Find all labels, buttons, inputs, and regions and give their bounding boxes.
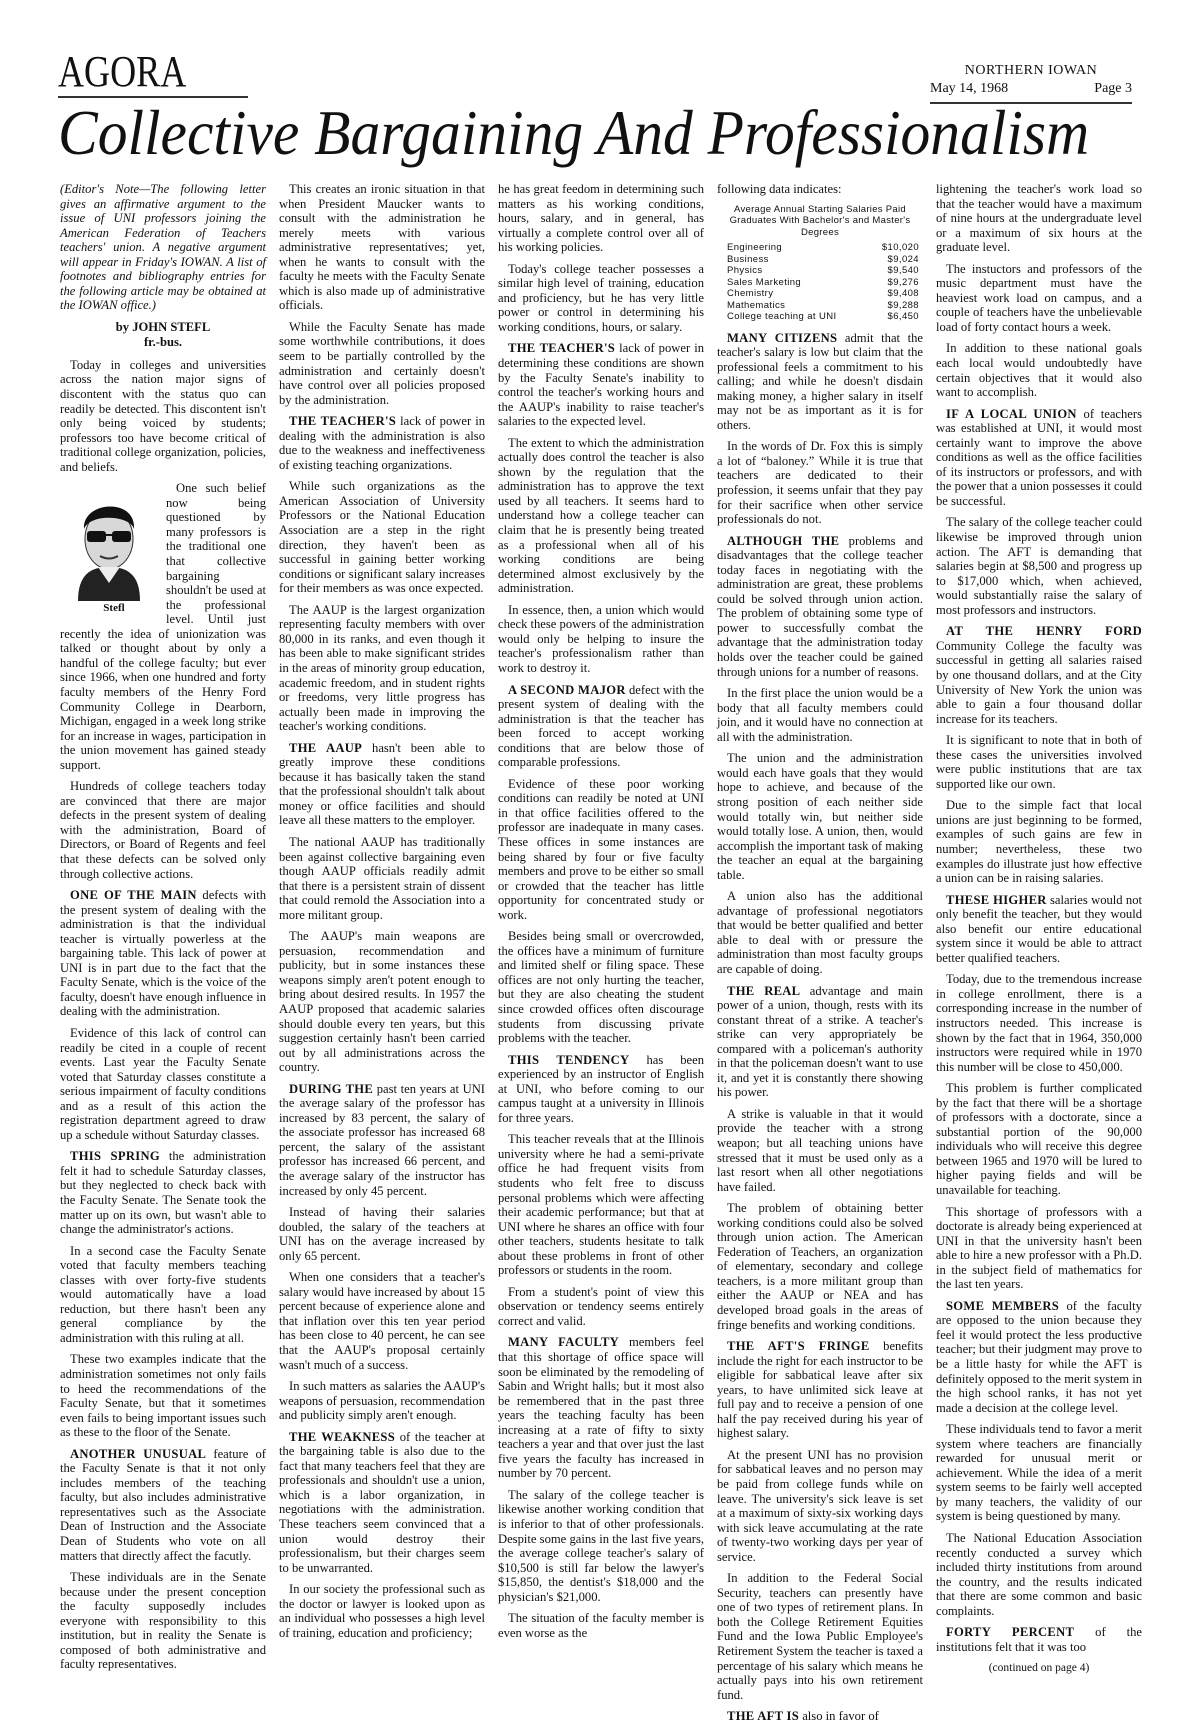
paragraph-text: In our society the professional such as the doctor or lawyer is looked upon as an individual who possesses a high level of training, education and proficiency; [279, 1582, 485, 1640]
article-paragraph [279, 835, 485, 922]
paragraph-text: The national AAUP has traditionally been against collective bargaining even though AAUP officials readily admit that there is a persistent strain of dissent that could remold the Association into a more militant group. [279, 834, 485, 922]
paragraph-text: of the teacher at the bargaining table is also due to the fact that many teachers feel that they are professionals and shouldn't use a union, which is a labor organization, in negotiations with the administration. These teachers seem convinced that a union would destroy their professionalism, but their charges seem to be unwarranted. [279, 1429, 485, 1575]
paragraph-lead-in: THE AFT'S FRINGE [727, 1339, 870, 1354]
paragraph-text: In a second case the Faculty Senate voted that faculty members teaching classes with over forty-five students would automatically have a load reduction, but there hasn't been any general compliance by the administration with this ruling at all. [60, 1243, 266, 1345]
paragraph-text: lack of power in determining these conditions are shown by the Faculty Senate's inability to control the teacher's working hours and the AAUP's inability to raise teacher's salaries to the expected level. [498, 341, 704, 429]
paragraph-lead-in: THIS TENDENCY [508, 1052, 630, 1067]
paragraph-text: Due to the simple fact that local unions are just beginning to be formed, examples of such gains are few in number; nevertheless, these two examples do illustrate just how effective a union can be in raising salaries. [936, 798, 1142, 886]
article-paragraph [60, 888, 266, 1019]
article-paragraph [498, 1053, 704, 1126]
paragraph-text: This teacher reveals that at the Illinois university where he had a semi-private office he had frequent visits from students who felt free to discuss personal problems which were affecting their academic performance; but that at UNI where he shares an office with four other teachers, students hesitate to talk about these problems in front of other professors or students in the room. [498, 1132, 704, 1278]
paragraph-text: Today's college teacher possesses a similar high level of training, education and proficiency, but he has very little power or control in determining his working conditions, hours, or salary. [498, 261, 704, 334]
article-column-3 [498, 182, 704, 1672]
article-headline: Collective Bargaining And Professionalism [58, 97, 1090, 168]
article-column-5 [936, 182, 1143, 1675]
article-paragraph [936, 182, 1142, 255]
paragraph-lead-in: SOME MEMBERS [946, 1298, 1060, 1313]
article-paragraph [60, 779, 266, 881]
article-paragraph [717, 751, 923, 882]
paragraph-lead-in: IF A LOCAL UNION [946, 406, 1077, 421]
paragraph-text: advantage and main power of a union, though, rests with its constant threat of a strike. A teacher's strike can very appropriately be compared with a policeman's authority in that the policeman doesn't want to use it, and yet it is constantly there showing his power. [717, 983, 923, 1100]
paragraph-text: The National Education Association recently conducted a survey which included thirty institutions from around the country, and the results indicated that there are some common and basic complaints. [936, 1531, 1142, 1618]
photo-caption: Stefl [103, 602, 125, 615]
article-paragraph [717, 984, 923, 1100]
paper-name: NORTHERN IOWAN [964, 63, 1098, 78]
paragraph-text: The AAUP is the largest organization representing faculty members with over 80,000 in its ranks, and even though it has been able to make significant strides in the areas of minority group education, academic freedom, and in student rights or freedoms, very little progress has actually been made in improving the teacher's working conditions. [279, 602, 485, 734]
article-paragraph [717, 1339, 923, 1441]
article-paragraph [60, 358, 266, 474]
paragraph-lead-in: ONE OF THE MAIN [70, 888, 197, 903]
article-paragraph [717, 1448, 923, 1564]
paragraph-text: has been experienced by an instructor of English at UNI, who before coming to our campus taught at a university in Illinois for three years. [498, 1052, 704, 1125]
article-paragraph [936, 893, 1142, 966]
paragraph-text: admit that the teacher's salary is low but claim that the professional feels a commitment to his calling; and while he doesn't disdain making money, a higher salary in itself may not be as important as it is for others. [717, 330, 923, 432]
article-column-4 [717, 182, 924, 1724]
article-paragraph [279, 1582, 485, 1640]
article-paragraph [60, 1570, 266, 1672]
paragraph-lead-in: DURING THE [289, 1081, 374, 1096]
salary-table-row [717, 242, 923, 254]
salary-value: $9,288 [887, 299, 919, 311]
table-intro: following data indicates: [717, 182, 842, 196]
article-paragraph [498, 182, 704, 255]
paragraph-text: At the present UNI has no provision for sabbatical leaves and no person may be paid from college funds while on leave. The university's sick leave is set at a maximum of sixty-six working days with sick leave accumulating at the rate of twenty-two working days per year of service. [717, 1447, 923, 1564]
article-paragraph [936, 1299, 1142, 1415]
paragraph-text: The extent to which the administration actually does control the teacher is also shown by the regulation that the administration has to approve the text used by all teachers. It seems hard to understand how a college teacher can claim that he is presently being treated as a professional when all of his working conditions are being determined almost exclusively by the administration. [498, 435, 704, 596]
paragraph-text: also in favor of [802, 1709, 879, 1724]
paragraph-text: benefits include the right for each instructor to be eligible for sabbatical leave after six years, to have unlimited sick leave at full pay and to receive a pension of one half the pay received during his year of highest salary. [717, 1339, 924, 1441]
paragraph-text: The salary of the college teacher could likewise be improved through union action. The AFT is demanding that salaries begin at $8,500 and progress up to $17,000 which, when achieved, would substantially raise the salary of most professors and instructors. [936, 515, 1142, 617]
article-paragraph [279, 479, 485, 595]
paragraph-text: Evidence of these poor working conditions can readily be noted at UNI in that office facilities offered to the professor are inadequate in many cases. These offices in some instances are being shared by four or five faculty members and prove to be either so small or crowded that the teacher has little opportunity for concentrated study or work. [498, 776, 704, 922]
paragraph-text: This problem is further complicated by the fact that there will be a shortage of professors with a doctorate, since a substantial portion of the 90,000 individuals who will receive this degree between 1965 and 1970 will be lured to higher paying fields and will be unavailable for teaching. [936, 1081, 1142, 1197]
article-paragraph [498, 1285, 704, 1329]
paragraph-text: the administration felt it had to schedule Saturday classes, but they neglected to check back with the Faculty Senate. The Senate took the matter up on its own, but wasn't able to change the administrator's actions. [60, 1149, 266, 1237]
paragraph-text: This shortage of professors with a doctorate is already being experienced at UNI in that the university hasn't been able to hire a new professor with a Ph.D. in the subject field of mathematics for the last ten years. [936, 1204, 1142, 1292]
salary-value: $10,020 [881, 242, 919, 254]
article-paragraph [717, 1571, 923, 1702]
paragraph-lead-in: FORTY PERCENT [946, 1625, 1075, 1640]
paragraph-text: The instuctors and professors of the music department must have the heaviest work load on campus, and a couple of teachers have the unbelievable load of forty contact hours a week. [936, 261, 1142, 334]
paragraph-text: The problem of obtaining better working conditions could also be solved through union action. The American Federation of Teachers, an organization of elementary, secondary and college teachers, is a more militant group than either the AAUP or NEA and has developed broad goals in the areas of fringe benefits and working conditions. [717, 1201, 923, 1332]
salary-table-title: Average Annual Starting Salaries Paid Graduates With Bachelor's and Master's Degrees [729, 203, 911, 238]
paragraph-text: It is significant to note that in both of these cases the universities involved were public institutions that are tax supported like our own. [936, 733, 1142, 791]
article-paragraph [498, 603, 704, 676]
article-paragraph [279, 1270, 485, 1372]
section-masthead [58, 47, 248, 98]
article-column-2 [279, 182, 485, 1672]
paragraph-text: of the faculty are opposed to the union because they feel it would protect the less productive teacher; but their judgment may prove to be a little hasty for while the AFT is definitely opposed to the merit system in the high school ranks, it has not yet made a decision at the college level. [936, 1298, 1142, 1415]
article-paragraph [936, 1531, 1142, 1618]
article-paragraph [60, 1244, 266, 1346]
paragraph-text: These individuals tend to favor a merit system where teachers are financially rewarded for unusual merit or achievement. While the idea of a merit system seems to be fairly well accepted by many teachers, the validity of our system is being questioned by many. [936, 1422, 1142, 1524]
paragraph-lead-in: ALTHOUGH THE [727, 533, 840, 548]
salary-table-row [717, 265, 923, 277]
paragraph-text: The union and the administration would each have goals that they would hope to achieve, and because of the strong position of each neither side would totally win, but neither side would totally lose. A union, then, would accomplish the important task of making the teacher an equal at the bargaining table. [717, 751, 924, 882]
paragraph-text: In addition to the Federal Social Security, teachers can presently have one of two types of retirement plans. In both the College Retirement Equities Fund and the Iowa Public Employee's Retirement System the teacher is taxed a percentage of his salary which means he actually pays into his own retirement fund. [717, 1571, 923, 1702]
author-portrait-icon [60, 483, 158, 601]
paragraph-text: In addition to these national goals each local would undoubtedly have certain objectives that it would also want to accomplish. [936, 341, 1142, 400]
article-paragraph [279, 929, 485, 1074]
article-paragraph [498, 262, 704, 335]
article-paragraph [279, 741, 485, 828]
paragraph-lead-in: THE TEACHER'S [508, 341, 616, 356]
paragraph-text: The AAUP's main weapons are persuasion, recommendation and publicity, but in some instances these weapons simply aren't potent enough to bring about desired results. In 1957 the AAUP proposed that academic salaries should double every ten years, but this suggestion certainly hasn't been carried out by all administrations across the country. [279, 929, 485, 1075]
salary-field: Physics [727, 265, 763, 277]
paragraph-text: members feel that this shortage of office space will soon be eliminated by the remodeling of Sabin and Wright halls; but it most also be remembered that in the past three years the teaching faculty has been increasing at a rate of fifty to sixty teachers a year and that over just the last five years the faculty has increased in number by 70 percent. [498, 1335, 705, 1481]
article-paragraph [498, 929, 704, 1045]
salary-field: Mathematics [727, 299, 786, 311]
article-paragraph [936, 1625, 1142, 1654]
article-paragraph [279, 1430, 485, 1575]
salary-value: $9,408 [887, 288, 919, 300]
paragraph-text: While such organizations as the American Association of University Professors or the National Education Association are a step in the right direction, they haven't been as successful in gaining better working conditions or significant salary increases for their members as was once expected. [279, 479, 485, 596]
salary-value: $9,276 [887, 276, 919, 288]
paragraph-text: lack of power in dealing with the administration is also due to the weakness and ineffectiveness of existing teaching organizations. [279, 414, 485, 472]
paragraph-text: Besides being small or overcrowded, the offices have a minimum of furniture and limited shelf or filing space. These offices are not only hurting the teacher, but they are also cheating the student since crowded offices often discourage students from discussing private problems with the teacher. [498, 929, 704, 1046]
paragraph-text: The salary of the college teacher is likewise another working condition that is inferior to that of other professionals. Despite some gains in the last five years, the average college teacher's salary of $10,500 is still far below the lawyer's $15,850, the dentist's $18,000 and the physician's $21,000. [498, 1487, 704, 1604]
salary-table-row [717, 311, 923, 323]
salary-value: $9,024 [887, 253, 919, 265]
paragraph-text: This creates an ironic situation in that when President Maucker wants to consult with the administration he merely meets with various administrative representatives; yet, when he wants to consult with the faculty he meets with the Faculty Senate which is also made up of administrative officials. [279, 182, 485, 313]
paragraph-lead-in: THE TEACHER'S [289, 414, 397, 429]
paragraph-lead-in: MANY CITIZENS [727, 330, 838, 345]
page-number: Page 3 [1094, 81, 1132, 96]
paragraph-text: These individuals are in the Senate because under the present conception the faculty supposedly includes everyone with responsibility to this institution, but in reality the Senate is composed of both administrative and faculty representatives. [60, 1570, 266, 1672]
article-paragraph [498, 1132, 704, 1277]
paragraph-text: In the words of Dr. Fox this is simply a lot of “baloney.” While it is true that teachers are dedicated to their profession, it seems unfair that they pay for their sacrifice when other service professionals do not. [717, 439, 923, 527]
article-paragraph [936, 1081, 1142, 1197]
issue-date: May 14, 1968 [930, 81, 1009, 96]
article-paragraph [498, 1611, 704, 1640]
salary-field: Chemistry [727, 288, 774, 300]
article-paragraph [60, 1352, 266, 1439]
paragraph-text: In such matters as salaries the AAUP's weapons of persuasion, recommendation and publicity simply aren't enough. [279, 1379, 485, 1423]
paragraph-text: past ten years at UNI the average salary of the professor has increased by 83 percent, the salary of the associate professor has increased 68 percent, the salary of the assistant professor has increased 66 percent, and the average salary of the instructor has increased by only 45 percent. [279, 1081, 486, 1198]
paragraph-lead-in: THE AFT IS [727, 1709, 800, 1724]
paragraph-text: The situation of the faculty member is even worse as the [498, 1611, 704, 1640]
paragraph-text: defects with the present system of dealing with the administration is that the individual teacher is virtually powerless at the bargaining table. This lack of power at UNI is in part due to the fact that the Faculty Senate, which is the voice of the faculty, doesn't have enough influence in dealing with the administration. [60, 888, 266, 1019]
salary-table-row [717, 288, 923, 300]
author-photo [60, 483, 158, 615]
article-paragraph [279, 182, 485, 313]
article-paragraph [498, 341, 704, 428]
paragraph-text: Community College the faculty was successful in getting all salaries raised by one thousand dollars, and at the City University of New York the union was able to gain a four thousand dollar increase for its teachers. [936, 638, 1142, 726]
continued-notice: (continued on page 4) [988, 1662, 1090, 1675]
salary-table-row [717, 300, 923, 312]
paragraph-text: A strike is valuable in that it would provide the teacher with a strong weapon; but all teaching unions have stressed that it must be used only as a last resort when all other negotiations have failed. [717, 1106, 923, 1194]
paragraph-lead-in: MANY FACULTY [508, 1335, 620, 1350]
salary-table-row [717, 277, 923, 289]
article-paragraph [936, 1422, 1142, 1524]
paragraph-text: of the institutions felt that it was too [936, 1625, 1142, 1654]
paragraph-text: In the first place the union would be a body that all faculty members could join, and it would have no connection at all with the administration. [717, 686, 923, 744]
article-paragraph [936, 733, 1142, 791]
paragraph-lead-in: THESE HIGHER [946, 892, 1047, 907]
article-paragraph [498, 1488, 704, 1604]
paragraph-text: Instead of having their salaries doubled, the salary of the teachers at UNI has on the average increased by only 65 percent. [279, 1205, 485, 1263]
article-paragraph [936, 798, 1142, 885]
article-paragraph [717, 686, 923, 744]
salary-value: $9,540 [887, 265, 919, 277]
article-paragraph [279, 414, 485, 472]
paragraph-lead-in: THIS SPRING [70, 1149, 160, 1164]
article-paragraph [498, 777, 704, 922]
article-column-1 [60, 182, 266, 1672]
article-paragraph [498, 436, 704, 596]
article-paragraph [60, 481, 266, 772]
paragraph-lead-in: A SECOND MAJOR [508, 682, 626, 697]
paragraph-text: of teachers was established at UNI, it would most certainly want to improve the above conditions as well as the office facilities of its instructors or professors, and with the power that a union possesses it could be successful. [936, 406, 1142, 508]
salary-table [717, 204, 923, 323]
paragraph-text: When one considers that a teacher's salary would have increased by about 15 percent because of experience alone and that inflation over this ten year period has been close to 40 percent, he can see that the AAUP's proposal certainly wasn't much of a success. [279, 1270, 485, 1372]
article-paragraph [279, 320, 485, 407]
salary-field: Sales Marketing [727, 276, 802, 288]
article-paragraph [717, 889, 923, 976]
paragraph-lead-in: ANOTHER UNUSUAL [70, 1446, 207, 1461]
date-line [930, 80, 1132, 98]
salary-value: $6,450 [887, 311, 919, 323]
editor-note: (Editor's Note—The following letter gives an affirmative argument to the issue of UNI professors joining the American Federation of Teachers teachers' union. A negative argument will appear in Friday's IOWAN. A list of footnotes and bibliography entries for the following article may be obtained at the IOWAN office.) [60, 182, 266, 313]
paragraph-text: lightening the teacher's work load so that the teacher would have a maximum of nine hours at the undergraduate level or a maximum of six hours at the graduate level. [936, 182, 1142, 255]
paragraph-text: In essence, then, a union which would check these powers of the administration would only be helping to insure the teacher's professionalism rather than work to destroy it. [498, 602, 704, 675]
paragraph-text: problems and disadvantages that the college teacher today faces in negotiating with the administration are great, these problems could be solved through union action. The problem of obtaining some type of power to successfully combat the advantage that the administration today holds over the teacher could be gained through unions for a number of reasons. [717, 533, 924, 679]
salary-field: College teaching at UNI [727, 311, 837, 323]
article-paragraph [936, 262, 1142, 335]
article-paragraph [279, 603, 485, 734]
article-paragraph [936, 515, 1142, 617]
article-paragraph [717, 439, 923, 526]
paragraph-text: From a student's point of view this observation or tendency seems entirely correct and valid. [498, 1284, 704, 1328]
section-name: AGORA [58, 47, 187, 96]
article-paragraph [498, 1335, 704, 1480]
paragraph-text: A union also has the additional advantage of professional negotiators that would be better qualified and better able to deal with or pressure the administration than most faculty groups are capable of doing. [717, 889, 923, 976]
article-paragraph [717, 1107, 923, 1194]
paragraph-text: Evidence of this lack of control can readily be cited in a couple of recent events. Last year the Faculty Senate voted that Saturday classes constitute a serious impairment of faculty conditions and as a result of this action the registration department agreed to draw up a schedule without Saturday classes. [60, 1025, 266, 1142]
paragraph-text: he has great feedom in determining such matters as his working conditions, hours, salary, and in general, has virtually a complete control over all of his working policies. [498, 182, 704, 255]
salary-table-row [717, 254, 923, 266]
byline-name: by JOHN STEFL [115, 319, 211, 334]
byline [60, 320, 266, 350]
paragraph-lead-in: THE REAL [727, 983, 801, 998]
article-paragraph [60, 1026, 266, 1142]
article-paragraph [936, 972, 1142, 1074]
paragraph-lead-in: THE AAUP [289, 740, 363, 755]
paragraph-text: While the Faculty Senate has made some worthwhile contributions, it does seem to be partially controlled by the administration and certainly doesn't have control over all policies proposed by the administration. [279, 319, 485, 407]
article-paragraph [60, 1447, 266, 1563]
paragraph-text: One such belief now being questioned by many professors is the traditional one that collective bargaining shouldn't be used at the professional level. Until just recently the idea of unionization was talked or thought about by only a handful of the college faculty; but ever since 1966, when one hundred and forty faculty members of the Henry Ford Community College in Dearborn, Michigan, engaged in a week long strike for an increase in wages, participation in the union movement has gained steady support. [60, 481, 266, 772]
paragraph-lead-in: THE WEAKNESS [289, 1429, 396, 1444]
paragraph-text: Today in colleges and universities across the nation major signs of discontent with the status quo can readily be detected. This discontent isn't only being voiced by students; professors too have become critical of traditional college organization, policies, and beliefs. [60, 357, 266, 474]
article-paragraph [936, 407, 1142, 509]
paragraph-text: Today, due to the tremendous increase in college enrollment, there is a corresponding increase in the number of instructors needed. This increase is shown by the fact that in 1964, 350,000 instructors were required while in 1970 this number will be close to 450,000. [936, 972, 1142, 1074]
article-paragraph [936, 624, 1142, 726]
article-paragraph [60, 1149, 266, 1236]
paragraph-lead-in: AT THE HENRY FORD [946, 624, 1142, 639]
article-paragraph [498, 683, 704, 770]
article-paragraph [936, 1205, 1142, 1292]
article-paragraph [717, 331, 923, 433]
paragraph-text: Hundreds of college teachers today are convinced that there are major defects in the present system of dealing with the administration, Board of Directors, or Board of Regents and feel that these defects can be solved only through collective actions. [60, 779, 266, 881]
article-paragraph [279, 1379, 485, 1423]
paragraph-text: feature of the Faculty Senate is that it not only includes members of the teaching faculty, but also includes administrative representatives such as the Associate Dean of Instruction and the Associate Dean of Students who vote on all matters that directly affect the facutly. [60, 1446, 266, 1563]
paragraph-text: hasn't been able to greatly improve these conditions because it has basically taken the stand that the professional shouldn't talk about money or office facilities and should leave all these matters to the employer. [279, 740, 485, 828]
salary-field: Business [727, 253, 769, 265]
paragraph-text: defect with the present system of dealing with the administration is that the teacher has been forced to accept working conditions that are below those of comparable professions. [498, 682, 704, 770]
byline-affiliation: fr.-bus. [143, 334, 183, 349]
article-paragraph [717, 534, 923, 679]
paragraph-text: These two examples indicate that the administration sometimes not only fails to heed the recommendations of the Faculty Senate, but that it sometimes even fails to being important issues such as these to the floor of the Senate. [60, 1352, 266, 1440]
article-paragraph [279, 1205, 485, 1263]
salary-field: Engineering [727, 242, 783, 254]
article-paragraph [936, 341, 1142, 399]
paragraph-text: salaries would not only benefit the teacher, but they would also benefit our entire educational system since it would be able to attract better qualified teachers. [936, 892, 1143, 965]
article-paragraph [717, 1709, 923, 1724]
article-paragraph [717, 1201, 923, 1332]
article-paragraph [279, 1082, 485, 1198]
